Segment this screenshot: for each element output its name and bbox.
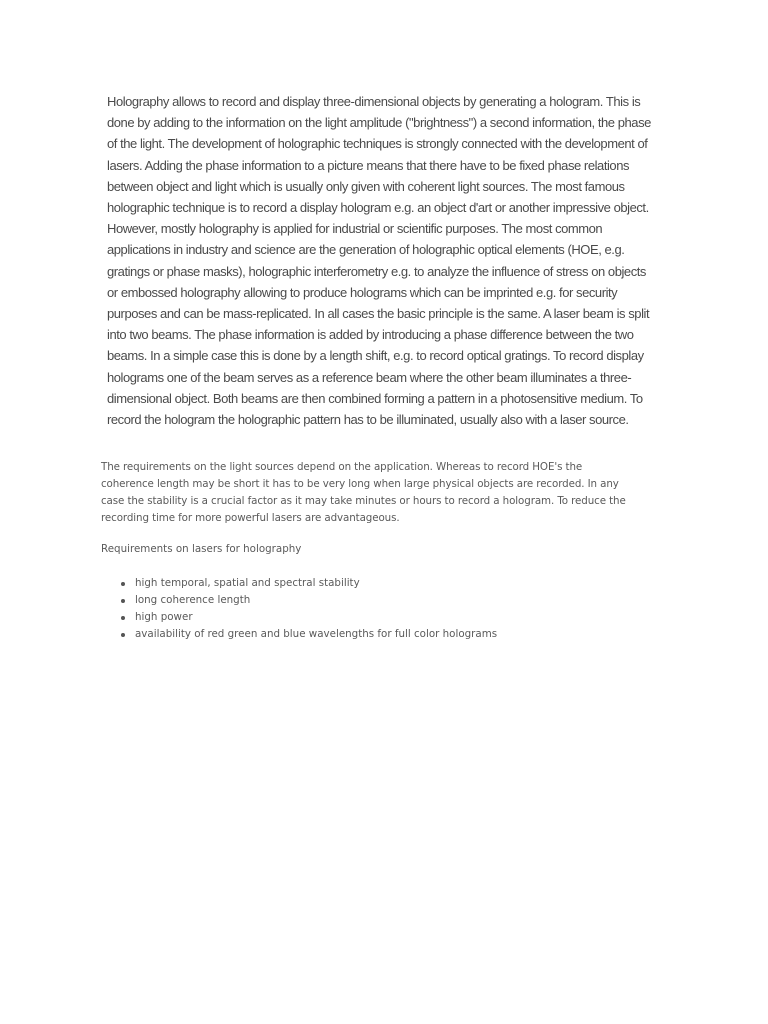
- paragraph-line: recording time for more powerful lasers are advantageous.: [101, 512, 400, 524]
- paragraph-line: applications in industry and science are the generation of holographic optical elements (HOE, e.g.: [107, 242, 625, 258]
- list-item: [120, 609, 497, 626]
- bullet-icon: [121, 633, 125, 637]
- paragraph-line: purposes and can be mass-replicated. In all cases the basic principle is the same. A laser beam is split: [107, 306, 650, 322]
- list-item-text: availability of red green and blue wavelengths for full color holograms: [135, 628, 498, 640]
- bullet-icon: [121, 599, 125, 603]
- paragraph-line: lasers. Adding the phase information to a picture means that there have to be fixed phase relations: [107, 157, 630, 173]
- paragraph-line: holograms one of the beam serves as a reference beam where the other beam illuminates a three-: [107, 369, 632, 385]
- holography-intro-paragraph: [107, 91, 651, 430]
- paragraph-line: coherence length may be short it has to be very long when large physical objects are recorded. In any: [101, 478, 619, 490]
- paragraph-line: or embossed holography allowing to produce holograms which can be imprinted e.g. for security: [107, 284, 618, 300]
- list-item-text: long coherence length: [135, 594, 251, 606]
- paragraph-line: dimensional object. Both beams are then combined forming a pattern in a photosensitive medium. To: [107, 390, 643, 406]
- paragraph-line: gratings or phase masks), holographic interferometry e.g. to analyze the influence of stress on objects: [107, 263, 646, 279]
- paragraph-line: into two beams. The phase information is added by introducing a phase difference between the two: [107, 327, 634, 343]
- requirements-list: [120, 575, 497, 643]
- paragraph-line: The requirements on the light sources depend on the application. Whereas to record HOE's the: [101, 461, 583, 473]
- paragraph-line: record the hologram the holographic pattern has to be illuminated, usually also with a laser source.: [107, 412, 629, 428]
- paragraph-line: beams. In a simple case this is done by a length shift, e.g. to record optical gratings. To record display: [107, 348, 644, 364]
- paragraph-line: holographic technique is to record a display hologram e.g. an object d'art or another impressive object.: [107, 200, 649, 216]
- paragraph-line: of the light. The development of holographic techniques is strongly connected with the development of: [107, 136, 648, 152]
- paragraph-line: Holography allows to record and display three-dimensional objects by generating a hologram. This is: [107, 94, 641, 109]
- light-source-requirements-paragraph: [101, 459, 661, 527]
- paragraph-line: done by adding to the information on the light amplitude ("brightness") a second information, the phase: [107, 115, 651, 131]
- requirements-subheading: Requirements on lasers for holography: [101, 543, 302, 555]
- list-item: [120, 626, 497, 643]
- bullet-icon: [121, 616, 125, 620]
- list-item: [120, 592, 497, 609]
- paragraph-line: between object and light which is usually only given with coherent light sources. The most famous: [107, 178, 625, 194]
- list-item: [120, 575, 497, 592]
- paragraph-line: However, mostly holography is applied for industrial or scientific purposes. The most common: [107, 221, 603, 237]
- bullet-icon: [121, 582, 125, 586]
- list-item-text: high temporal, spatial and spectral stability: [135, 577, 360, 589]
- paragraph-line: case the stability is a crucial factor as it may take minutes or hours to record a hologram. To reduce the: [101, 495, 626, 507]
- list-item-text: high power: [135, 611, 193, 623]
